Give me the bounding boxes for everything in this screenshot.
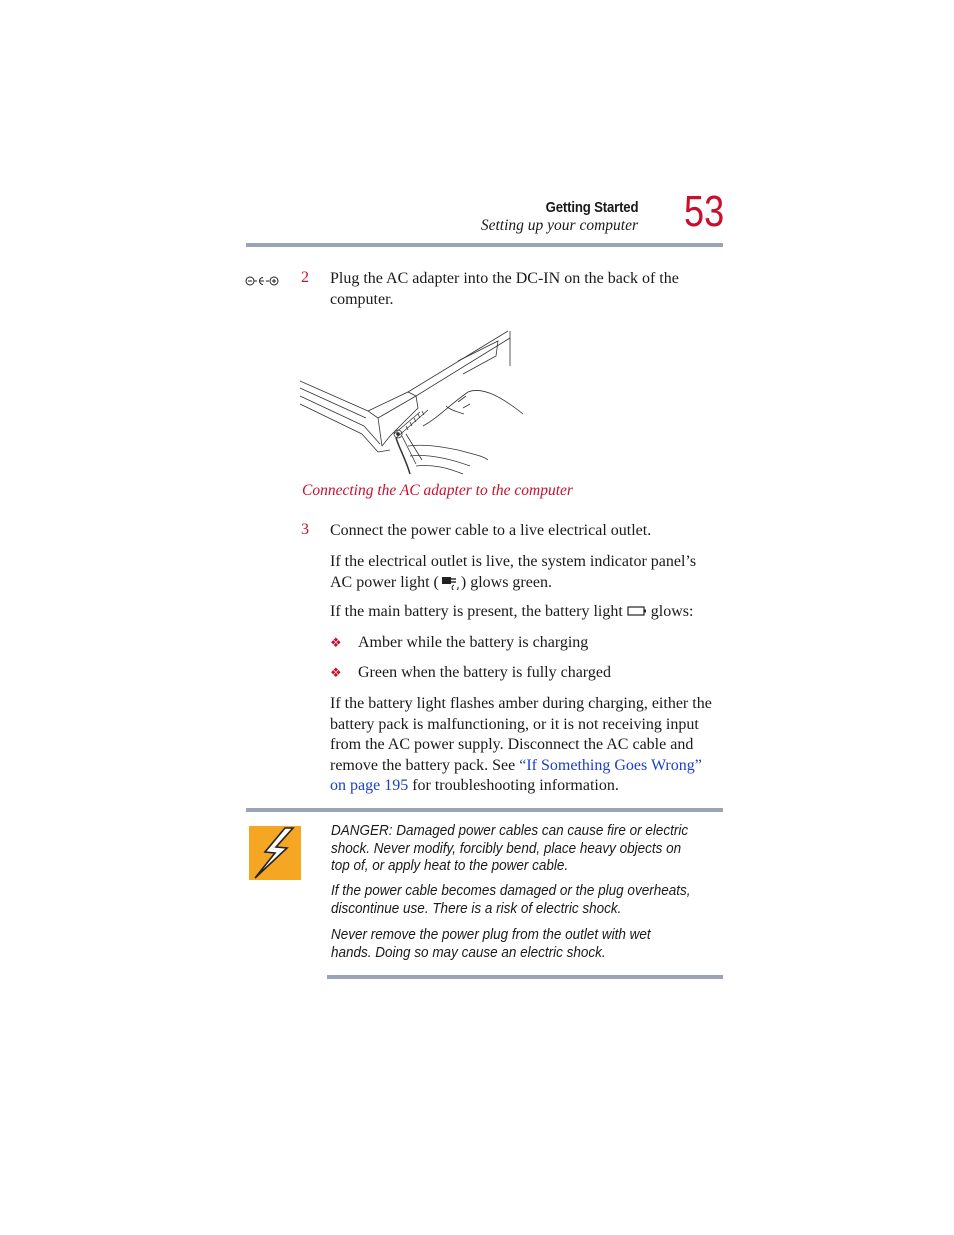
- page-number: 53: [684, 187, 725, 236]
- danger-bottom-rule: [327, 975, 723, 979]
- step-3-number: 3: [301, 521, 309, 538]
- battery-text-before: If the main battery is present, the battery light: [330, 603, 623, 620]
- section-title: Getting Started: [545, 199, 638, 216]
- step-2-number: 2: [301, 269, 309, 286]
- ac-power-icon: [439, 574, 461, 597]
- battery-flash-paragraph: [330, 694, 720, 797]
- danger-paragraph-2: If the power cable becomes damaged or the plug overheats, discontinue use. There is a risk of electric shock.: [331, 882, 691, 917]
- bullet-icon: ❖: [330, 635, 342, 650]
- danger-top-rule: [246, 808, 723, 812]
- battery-light-paragraph: [330, 602, 720, 624]
- danger-paragraph-3: Never remove the power plug from the outlet with wet hands. Doing so may cause an electric shock.: [331, 926, 651, 961]
- figure-caption: Connecting the AC adapter to the computer: [302, 482, 573, 499]
- battery-icon: [627, 603, 647, 624]
- ac-light-paragraph: [330, 552, 720, 596]
- bullet-icon: ❖: [330, 665, 342, 680]
- danger-lightning-icon: [249, 826, 301, 885]
- danger-paragraph-1: DANGER: Damaged power cables can cause fire or electric shock. Never modify, forcibly bend, place heavy objects on top of, or apply heat to the power cable.: [331, 822, 689, 874]
- bullet-item: Amber while the battery is charging: [358, 634, 589, 651]
- ac-light-text-before: If the electrical outlet is live, the system indicator panel’s AC power light (: [330, 553, 697, 591]
- step-2-text: Plug the AC adapter into the DC-IN on the back of the computer.: [330, 270, 679, 308]
- battery-text-after: glows:: [650, 603, 694, 620]
- flash-text: If the battery light flashes amber during charging, either the battery pack is malfunctioning, or it is not receiving input from the AC power supply. Disconnect the AC cable and remove the battery pack. See: [330, 695, 712, 774]
- laptop-dc-in-illustration: [298, 326, 528, 481]
- flash-text-after: for troubleshooting information.: [408, 777, 619, 794]
- troubleshooting-link[interactable]: “If Something Goes Wrong” on page 195: [330, 756, 702, 794]
- header-rule: [246, 243, 723, 247]
- ac-light-text-after: ) glows green.: [460, 573, 552, 591]
- bullet-item: Green when the battery is fully charged: [358, 664, 611, 681]
- dc-in-icon: [245, 274, 279, 292]
- step-3-text: Connect the power cable to a live electrical outlet.: [330, 522, 652, 539]
- subsection-title: Setting up your computer: [480, 217, 638, 234]
